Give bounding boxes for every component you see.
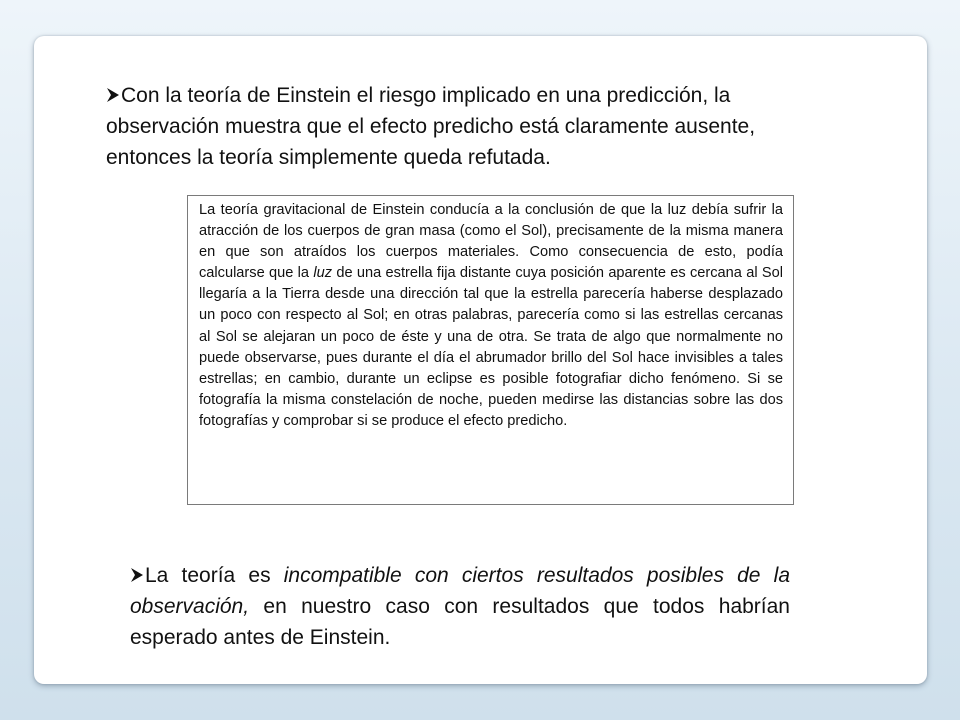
quote-text-italic: luz xyxy=(313,265,333,282)
quote-text-part1: La teoría gravitacional de Einstein conducía a la conclusión de que la luz debía sufrir la atracción de los cuerpos de gran masa (como el Sol), precisamente de la misma manera en que son atraídos los cuerpos materiales. Como consecuencia de esto, podía calcularse que la xyxy=(199,202,783,282)
quote-box xyxy=(187,195,794,505)
bullet-incompatible-tail: en nuestro caso con resultados que todos habrían esperado antes de Einstein. xyxy=(130,595,790,649)
quote-text-part2: de una estrella fija distante cuya posición aparente es cercana al Sol llegaría a la Tierra desde una dirección tal que la estrella parecería haberse desplazado un poco con respecto al Sol; en otras palabras, parecería como si las estrellas cercanas al Sol se alejaran un poco de éste y una de otra. Se trata de algo que normalmente no puede observarse, pues durante el día el abrumador brillo del Sol hace invisibles a tales estrellas; en cambio, durante un eclipse es posible fotografiar dicho fenómeno. Si se fotografía la misma constelación de noche, pueden medirse las distancias sobre las dos fotografías y comprobar si se produce el efecto predicho. xyxy=(199,265,783,429)
bullet-incompatible xyxy=(130,560,790,653)
bullet-refutation-text: Con la teoría de Einstein el riesgo implicado en una predicción, la observación muestra que el efecto predicho está claramente ausente, entonces la teoría simplemente queda refutada. xyxy=(106,84,756,169)
arrowhead-bullet-icon xyxy=(106,87,120,103)
bullet-incompatible-lead: La teoría es xyxy=(145,564,284,587)
bullet-refutation xyxy=(106,80,846,173)
arrowhead-bullet-icon xyxy=(130,567,144,583)
bullet-incompatible-italic: incompatible con ciertos resultados posibles de la observación, xyxy=(130,564,790,618)
